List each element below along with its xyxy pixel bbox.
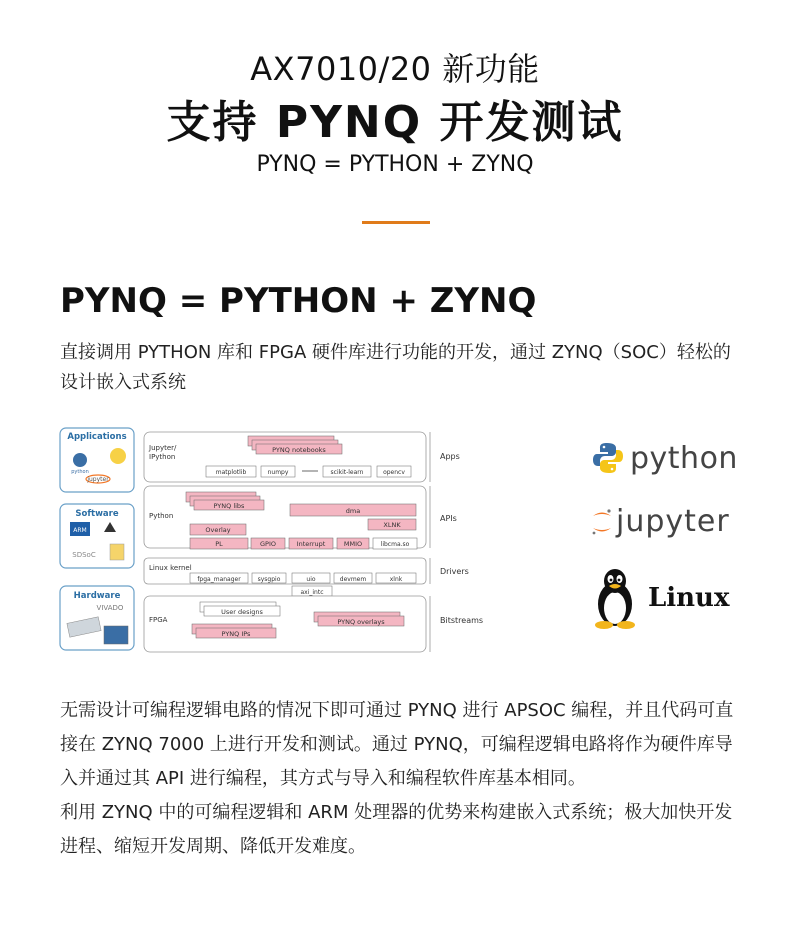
box-dma: dma [345, 507, 361, 515]
python-mini-label: python [71, 469, 89, 475]
top-title: AX7010/20 新功能 [250, 50, 540, 88]
logos-column [590, 424, 750, 656]
body-text [60, 694, 740, 864]
sdsoc-label: SDSoC [72, 551, 96, 559]
subtitle: PYNQ = PYTHON + ZYNQ [256, 152, 534, 177]
box-overlay: Overlay [205, 526, 231, 534]
box-pynq-ips: PYNQ IPs [221, 630, 251, 638]
layer-bitstreams [144, 596, 483, 652]
pynq-stack-diagram [58, 424, 498, 656]
box-opencv: opencv [383, 469, 405, 476]
box-xlnk: XLNK [383, 521, 401, 529]
box-matplotlib: matplotlib [215, 469, 247, 476]
layer-apis [144, 486, 457, 549]
arm-label: ARM [73, 527, 87, 534]
python-logo-text: python [630, 440, 738, 476]
hardware-label: Hardware [73, 591, 121, 601]
applications-panel [60, 428, 134, 492]
layer-ipython-name: IPython [149, 453, 176, 461]
python-icon [590, 440, 626, 476]
python-logo [590, 440, 738, 476]
vivado-label: VIVADO [96, 604, 124, 612]
side-apps: Apps [440, 452, 460, 461]
linux-logo [590, 566, 729, 630]
box-axi-intc: axi_intc [300, 589, 324, 596]
tux-penguin-icon [590, 566, 640, 630]
jupyter-logo [590, 504, 730, 539]
box-devmem: devmem [339, 576, 367, 583]
layer-python-name: Python [149, 512, 174, 520]
jupyter-mini-label: jupyter [87, 476, 109, 483]
software-panel [60, 504, 134, 568]
box-sysgpio: sysgpio [257, 576, 281, 583]
box-pynq-overlays: PYNQ overlays [337, 618, 385, 626]
software-label: Software [75, 509, 119, 519]
jupyter-icon [590, 507, 614, 537]
box-interrupt: Interrupt [296, 540, 326, 548]
box-xlnk-driver: xlnk [389, 576, 403, 583]
side-apis: APIs [440, 514, 457, 523]
section-title: PYNQ = PYTHON + ZYNQ [60, 281, 537, 321]
layer-apps [144, 432, 460, 482]
layer-fpga-name: FPGA [149, 616, 168, 624]
side-drivers: Drivers [440, 567, 469, 576]
box-pynq-libs: PYNQ libs [213, 502, 245, 510]
box-pynq-notebooks: PYNQ notebooks [272, 446, 326, 454]
linux-logo-text: Linux [648, 583, 730, 613]
hardware-panel [60, 586, 134, 650]
box-pl: PL [215, 540, 223, 548]
jupyter-logo-text: jupyter [616, 504, 730, 539]
layer-drivers [144, 558, 469, 596]
body-paragraph-2: 利用 ZYNQ 中的可编程逻辑和 ARM 处理器的优势来构建嵌入式系统；极大加快开发进程、缩短开发周期、降低开发难度。 [60, 802, 733, 857]
main-title: 支持 PYNQ 开发测试 [166, 97, 624, 148]
box-uio: uio [306, 576, 316, 583]
box-libcma: libcma.so [380, 541, 410, 548]
box-gpio: GPIO [260, 540, 276, 548]
box-fpga-manager: fpga_manager [197, 576, 241, 583]
body-paragraph-1: 无需设计可编程逻辑电路的情况下即可通过 PYNQ 进行 APSOC 编程，并且代码可直接在 ZYNQ 7000 上进行开发和测试。通过 PYNQ，可编程逻辑电路将作为硬件库导入并通过其 API 进行编程，其方式与导入和编程软件库基本相同。 [60, 700, 734, 789]
box-user-designs: User designs [221, 608, 263, 616]
box-scikit-learn: scikit-learn [330, 469, 364, 476]
accent-divider [362, 221, 430, 224]
applications-label: Applications [67, 432, 127, 442]
layer-jupyter-name: Jupyter/ [149, 444, 177, 452]
box-mmio: MMIO [343, 540, 363, 548]
layer-linux-name: Linux kernel [149, 564, 192, 572]
section-intro: 直接调用 PYTHON 库和 FPGA 硬件库进行功能的开发，通过 ZYNQ（SOC）轻松的设计嵌入式系统 [60, 342, 731, 393]
box-numpy: numpy [267, 469, 289, 476]
side-bitstreams: Bitstreams [440, 616, 484, 625]
